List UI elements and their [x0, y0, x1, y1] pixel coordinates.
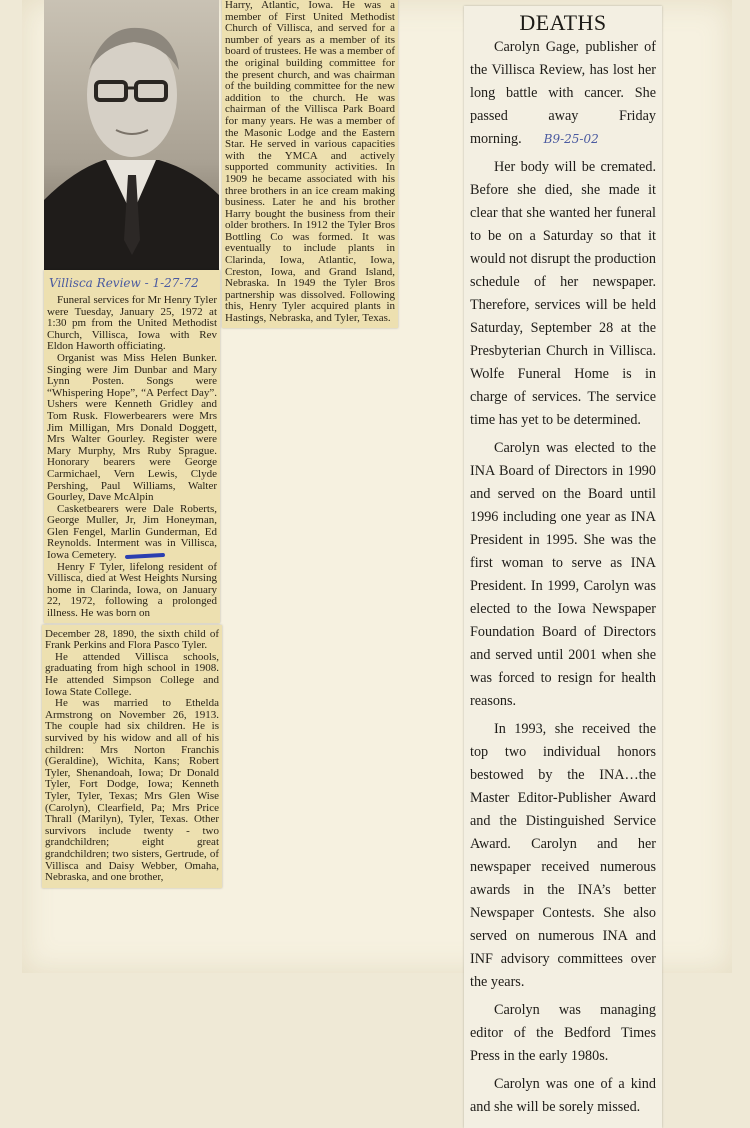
deaths-heading: DEATHS — [519, 10, 607, 35]
paragraph: He was married to Ethelda Armstrong on November 26, 1913. The couple had six children. He is survived by his widow and all of his children: Mrs Norton Franchis (Geraldine), Wichita, Kans; Robert Tyler, Shenandoah, Iowa; Dr Donald Tyler, Fort Dodge, Iowa; Kenneth Tyler, Tyler, Texas; Mrs Glen Wise (Carolyn), Clearfield, Pa; Mrs Price Thrall (Marilyn), Tyler, Texas. Other survivors include twenty - two grandchildren; eight great grandchildren; two sisters, Gertrude, of Villisca and Daisy Webber, Omaha, Nebraska, and one brother, — [45, 697, 219, 884]
paragraph: Carolyn was one of a kind and she will be sorely missed. — [470, 1076, 656, 1115]
funeral-clipping — [44, 270, 220, 623]
obituary-clipping-continued — [42, 625, 222, 888]
ink-mark — [124, 552, 164, 558]
paragraph: Casketbearers were Dale Roberts, George Muller, Jr, Jim Honeyman, Glen Fengel, Marlin Gunderman, Ed Reynolds. Interment was in Villisca, Iowa Cemetery. — [47, 502, 217, 562]
paragraph: Harry, Atlantic, Iowa. He was a member of First United Methodist Church of Villisca, and served for a number of years as a member of its board of trustees. He was a member of the original building committee for the present church, and was chairman of the building committee for the new addition to the church. He was chairman of the Villisca Park Board for many years. He was a member of the Masonic Lodge and the Eastern Star. He served in various capacities with the YMCA and actively supported community activities. In 1909 he became associated with his three brothers in an ice cream making business. Later he and his brother Harry bought the business from their older brothers. In 1912 the Tyler Bros Bottling Co was formed. It was eventually to include plants in Clarinda, Iowa, Atlantic, Iowa, Creston, Iowa, and Grand Island, Nebraska. In 1949 the Tyler Bros partnership was dissolved. Following this, Henry Tyler acquired plants in Hastings, Nebraska, and Tyler, Texas. — [225, 0, 395, 325]
paragraph: Funeral services for Mr Henry Tyler were Tuesday, January 25, 1972 at 1:30 pm from the United Methodist Church, Villisca, Iowa with Rev Eldon Haworth officiating. — [47, 294, 217, 353]
paragraph: Henry F Tyler, lifelong resident of Villisca, died at West Heights Nursing home in Clarinda, Iowa, on January 22, 1972, following a prolonged illness. He was born on — [47, 560, 217, 620]
portrait-illustration — [44, 0, 219, 270]
deaths-clipping — [464, 6, 662, 1128]
portrait-photo — [44, 0, 219, 270]
paragraph: Carolyn was managing editor of the Bedford Times Press in the early 1980s. — [470, 1002, 656, 1064]
paragraph-interment — [47, 504, 217, 562]
obituary-clipping-middle — [222, 0, 398, 328]
left-column — [42, 0, 222, 888]
paragraph: He attended Villisca schools, graduating from high school in 1908. He attended Simpson College and Iowa State College. — [45, 650, 219, 698]
paragraph: December 28, 1890, the sixth child of Frank Perkins and Flora Pasco Tyler. — [45, 627, 219, 652]
handwritten-source-note: Villisca Review - 1-27-72 — [49, 276, 199, 290]
paragraph: In 1993, she received the top two individual honors bestowed by the INA…the Master Editor-Publisher Award and the Distinguished Service Award. Carolyn and her newspaper received numerous awards in the INA’s better Newspaper Contests. She also served on numerous INA and INF advisory committees over the years. — [470, 721, 656, 990]
handwritten-date: B9-25-02 — [543, 132, 599, 146]
paragraph: Carolyn was elected to the INA Board of Directors in 1990 and served on the Board until 1996 including one year as INA President in 1995. She was the first woman to serve as INA President. In 1999, Carolyn was elected to the Iowa Newspaper Foundation Board of Directors and served until 2001 when she was forced to resign for health reasons. — [470, 440, 656, 709]
intro-paragraph — [470, 36, 656, 151]
paragraph: Organist was Miss Helen Bunker. Singing were Jim Dunbar and Mary Lynn Posten. Songs were “Whispering Hope”, “A Perfect Day”. Ushers were Kenneth Gridley and Tom Rusk. Flowerbearers were Mrs Jim Milligan, Mrs Donald Doggett, Mrs Walter Gourley. Register were Mary Murphy, Mrs Ruby Sprague. Honorary bearers were George Carmichael, Vern Lewis, Clyde Pershing, Paul Williams, Walter Gourley, Dave McAlpin — [47, 351, 217, 504]
paragraph: Her body will be cremated. Before she died, she made it clear that she wanted her funeral to be on a Saturday so that it would not disrupt the production schedule of her newspaper. Therefore, services will be held Saturday, September 28 at the Presbyterian Church in Villisca. Wolfe Funeral Home is in charge of services. The service time has yet to be determined. — [470, 159, 656, 428]
intro-text: Carolyn Gage, publisher of the Villisca Review, has lost her long battle with cancer. She passed away Friday morning. — [470, 39, 656, 147]
